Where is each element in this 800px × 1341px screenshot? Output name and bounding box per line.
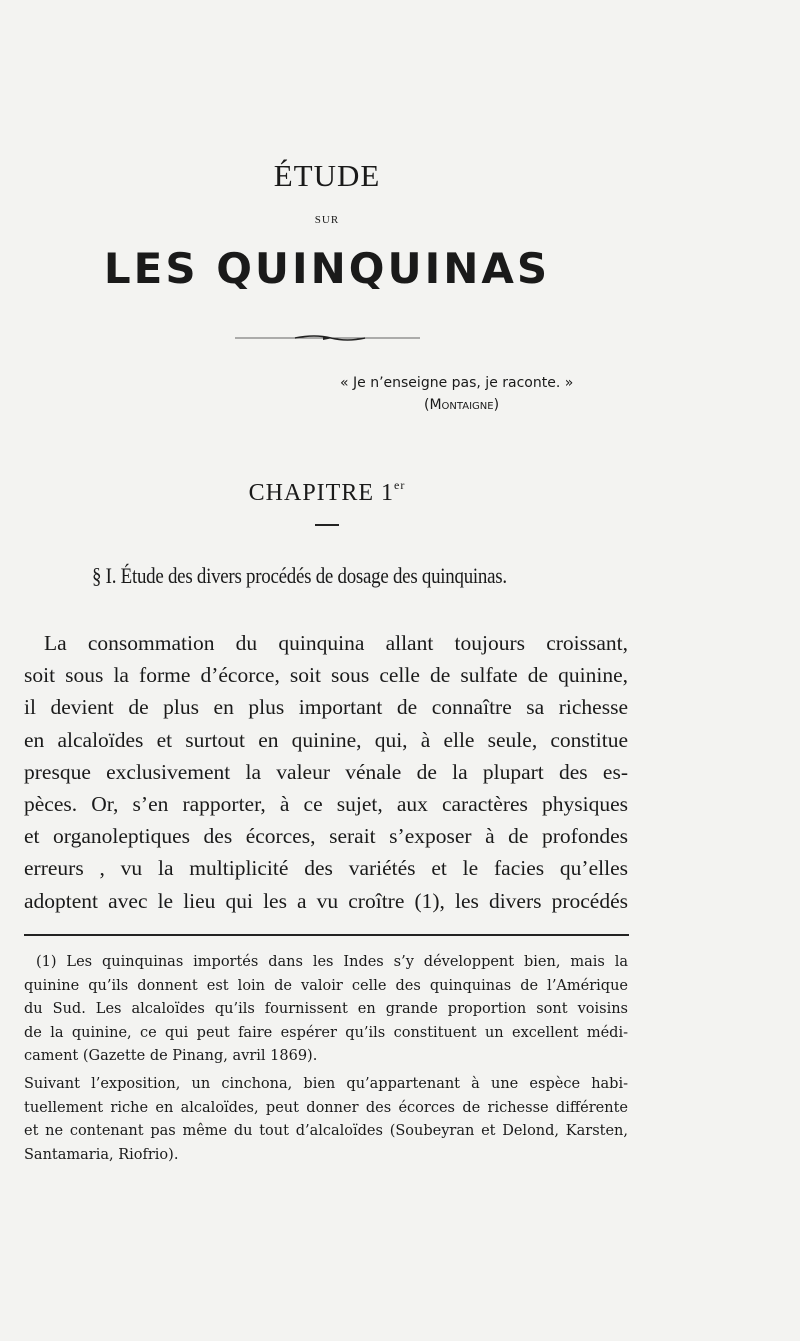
footnote-line: cament (Gazette de Pinang, avril 1869). [24,1048,318,1065]
ornament-divider [235,330,420,344]
body-line: il devient de plus en plus important de connaître sa richesse [24,695,628,720]
footnote-paragraph-1 [24,951,628,1069]
footnote-line: tuellement riche en alcaloïdes, peut donner des écorces de richesse différente [24,1099,628,1116]
body-line: adoptent avec le lieu qui les a vu croître (1), les divers procédés [24,888,628,913]
footnotes [24,951,628,1167]
title-main: LES QUINQUINAS [103,244,551,293]
body-line: erreurs , vu la multiplicité des variétés et le facies qu’elles [24,856,628,881]
epigraph [340,372,620,416]
footnote-rule [24,934,629,936]
body-line: soit sous la forme d’écorce, soit sous celle de sulfate de quinine, [24,663,628,688]
body-line: et organoleptiques des écorces, serait s’exposer à de profondes [24,824,628,849]
body-line: en alcaloïdes et surtout en quinine, qui, à elle seule, constitue [24,727,628,752]
body-paragraph [24,627,628,917]
epigraph-author: (Montaigne) [424,397,500,413]
footnote-line: (1) Les quinquinas importés dans les Indes s’y développent bien, mais la [36,954,628,970]
title-sur: SUR [314,214,340,226]
footnote-line: quinine qu’ils donnent est loin de valoir celle des quinquinas de l’Amérique [24,977,628,994]
footnote-line: Suivant l’exposition, un cinchona, bien qu’appartenant à une espèce habi- [24,1075,628,1092]
footnote-line: du Sud. Les alcaloïdes qu’ils fournissent en grande proportion sont voisins [24,1001,628,1018]
body-line: presque exclusivement la valeur vénale de la plupart des es- [24,759,628,784]
epigraph-quote: « Je n’enseigne pas, je raconte. » [340,375,574,391]
chapter-ordinal: er [394,478,406,492]
chapter-label: CHAPITRE 1 [248,480,394,506]
footnote-line: de la quinine, ce qui peut faire espérer qu’ils constituent un excellent médi- [24,1024,628,1041]
footnote-paragraph-2 [24,1073,628,1167]
body-line: pèces. Or, s’en rapporter, à ce sujet, aux caractères physiques [24,792,628,817]
chapter-heading [0,478,654,507]
footnote-line: Santamaria, Riofrio). [24,1146,179,1163]
chapter-rule [315,524,339,526]
footnote-line: et ne contenant pas même du tout d’alcaloïdes (Soubeyran et Delond, Karsten, [24,1123,628,1140]
title-etude: ÉTUDE [273,158,381,193]
section-title: § I. Étude des divers procédés de dosage des quinquinas. [92,563,507,588]
body-line: La consommation du quinquina allant toujours croissant, [44,631,628,655]
